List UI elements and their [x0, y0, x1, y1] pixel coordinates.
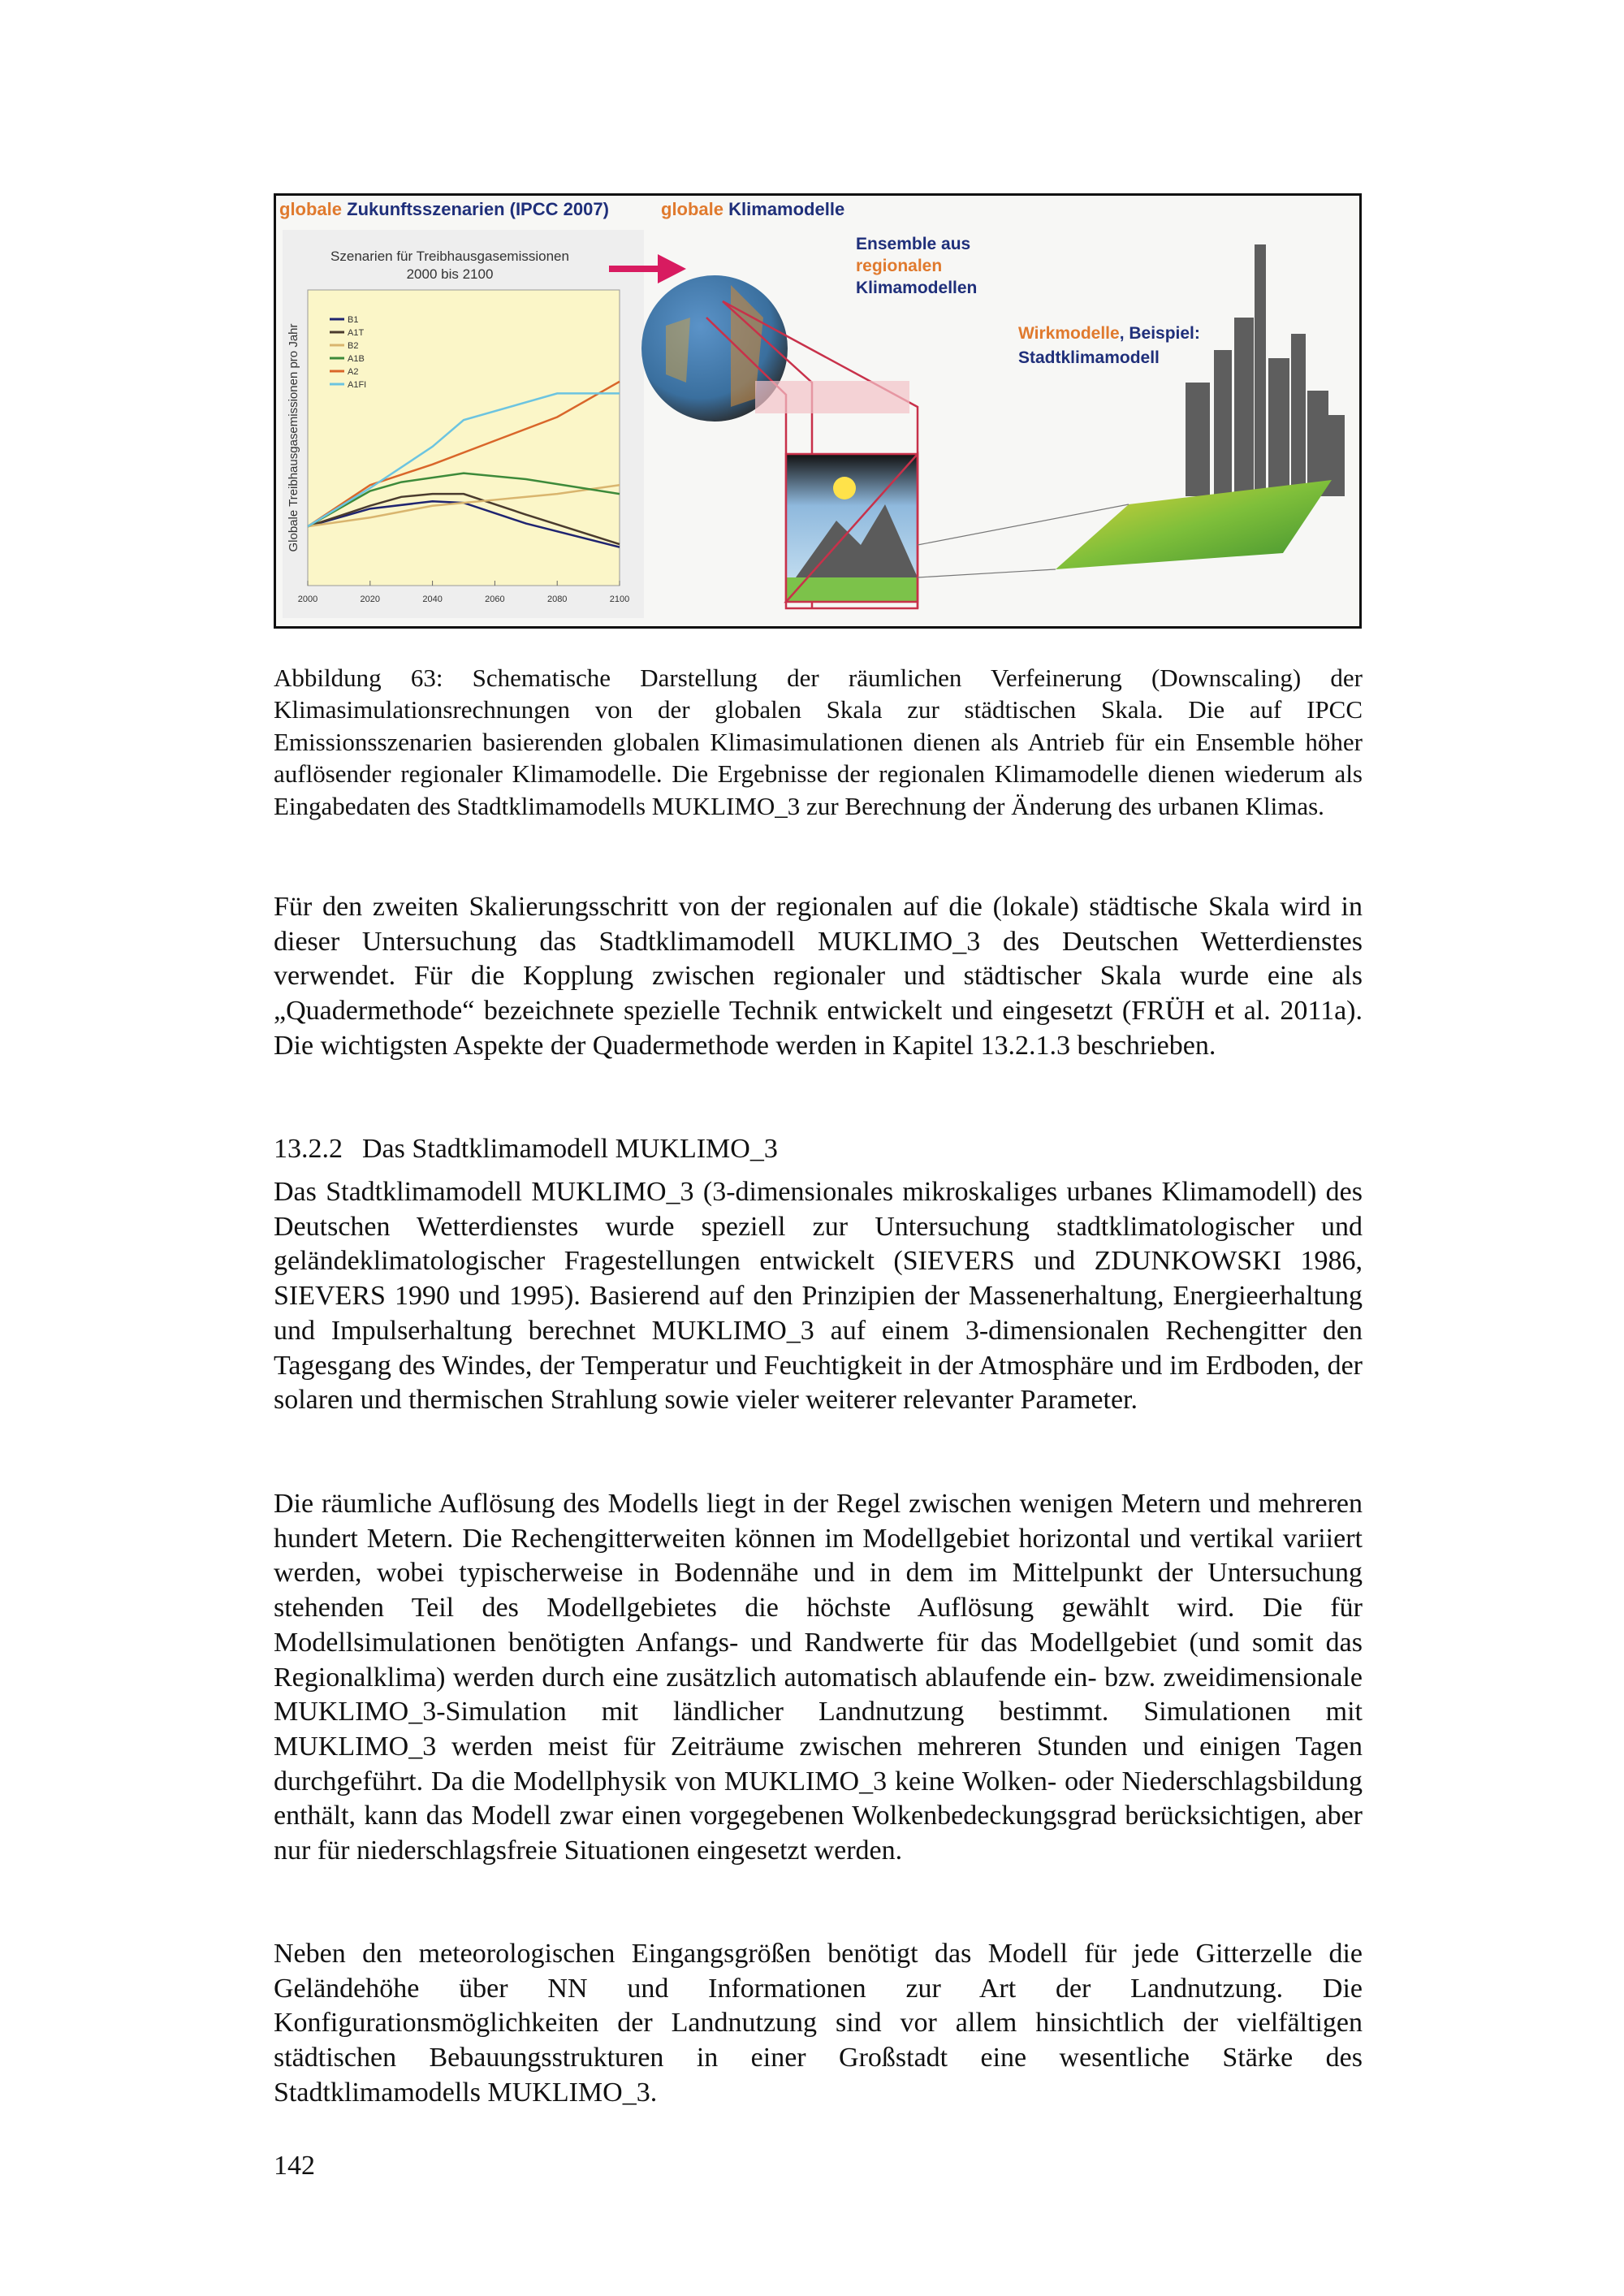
section-heading — [274, 1132, 797, 1166]
figure-downscaling — [274, 193, 1362, 629]
x-tick-label: 2100 — [609, 595, 630, 604]
y-axis-label: Globale Treibhausgasemissionen pro Jahr — [287, 323, 300, 552]
x-tick-label: 2020 — [360, 595, 381, 604]
ensemble-label-2: regionalen — [856, 257, 943, 275]
chart-title: Szenarien für Treibhausgasemissionen — [330, 249, 569, 264]
urban-model-label: Stadtklimamodell — [1018, 348, 1160, 367]
legend-label: A1FI — [348, 380, 367, 390]
x-tick-label: 2060 — [485, 595, 505, 604]
emissions-chart — [287, 290, 629, 604]
impact-models-label: Wirkmodelle, Beispiel: — [1018, 324, 1200, 343]
legend-label: B1 — [348, 315, 359, 325]
legend-label: B2 — [348, 341, 359, 351]
legend-label: A2 — [348, 367, 359, 377]
x-tick-label: 2040 — [422, 595, 443, 604]
figure-caption: Abbildung 63: Schematische Darstellung der räumlichen Verfeinerung (Downscaling) der Klimasimulationsrechnungen von der globalen Skala zur städtischen Skala. Die auf IPCC Emissionsszenarien basierenden globalen Klimasimulationen dienen als Antrieb für ein Ensemble höher auflösender regionaler Klimamodelle. Die Ergebnisse der regionalen Klimamodelle dienen wiederum als Eingabedaten des Stadtklimamodells MUKLIMO_3 zur Berechnung der Änderung des urbanen Klimas. — [274, 664, 1363, 820]
page-number: 142 — [274, 2151, 315, 2181]
city-skyline-icon — [1186, 244, 1345, 496]
paragraph-3: Die räumliche Auflösung des Modells liegt in der Regel zwischen wenigen Metern und mehreren hundert Metern. Die Rechengitterweiten können im Modellgebiet horizontal und vertikal variiert werden, wobei typischerweise in Bodennähe und in dem im Mittelpunkt der Untersuchung stehenden Teil des Modellgebietes die höchste Auflösung gewählt wird. Die für Modellsimulationen benötigten Anfangs- und Randwerte für das Modellgebiet (und somit das Regionalklima) werden durch eine zusätzlich automatisch ablaufende ein- bzw. zweidimensionale MUKLIMO_3-Simulation mit ländlicher Landnutzung bestimmt. Simulationen mit MUKLIMO_3 werden meist für Zeiträume zwischen mehreren Stunden und einigen Tagen durchgeführt. Da die Modellphysik von MUKLIMO_3 keine Wolken- oder Niederschlagsbildung enthält, kann das Modell zwar einen vorgegebenen Wolkenbedeckungsgrad berücksichtigen, aber nur für niederschlagsfreie Situationen eingesetzt werden. — [274, 1489, 1363, 1866]
section-number: 13.2.2 — [274, 1134, 343, 1164]
legend-label: A1T — [348, 328, 365, 338]
x-tick-label: 2080 — [546, 595, 568, 604]
section-title: Das Stadtklimamodell MUKLIMO_3 — [362, 1134, 778, 1164]
ensemble-label-3: Klimamodellen — [856, 279, 978, 297]
legend-label: A1B — [348, 354, 365, 364]
left-panel-title: globale Zukunftsszenarien (IPCC 2007) — [279, 199, 609, 219]
ensemble-label-1: Ensemble aus — [856, 235, 971, 253]
paragraph-2: Das Stadtklimamodell MUKLIMO_3 (3-dimensionales mikroskaliges urbanes Klimamodell) des Deutschen Wetterdienstes wurde speziell zur Untersuchung stadtklimatologischer und geländeklimatologischer Fragestellungen entwickelt (SIEVERS und ZDUNKOWSKI 1986, SIEVERS 1990 und 1995). Basierend auf den Prinzipien der Massenerhaltung, Energieerhaltung und Impulserhaltung berechnet MUKLIMO_3 auf einem 3-dimensionalen Rechengitter den Tagesgang des Windes, der Temperatur und Feuchtigkeit in der Atmosphäre und im Erdboden, der solaren und thermischen Strahlung sowie vieler weiterer relevanter Parameter. — [274, 1177, 1363, 1416]
chart-subtitle: 2000 bis 2100 — [406, 266, 494, 282]
x-tick-label: 2000 — [297, 595, 318, 604]
right-panel-title: globale Klimamodelle — [661, 199, 845, 219]
paragraph-4: Neben den meteorologischen Eingangsgrößen benötigt das Modell für jede Gitterzelle die Geländehöhe über NN und Informationen zur Art der Landnutzung. Die Konfigurationsmöglichkeiten der Landnutzung sind vor allem hinsichtlich der vielfältigen städtischen Bebauungsstrukturen in einer Großstadt eine wesentliche Stärke des Stadtklimamodells MUKLIMO_3. — [274, 1939, 1363, 2108]
paragraph-1: Für den zweiten Skalierungsschritt von der regionalen auf die (lokale) städtische Skala wird in dieser Untersuchung das Stadtklimamodell MUKLIMO_3 des Deutschen Wetterdienstes verwendet. Für die Kopplung zwischen regionaler und städtischer Skala wurde eine als „Quadermethode“ bezeichnete spezielle Technik entwickelt und eingesetzt (FRÜH et al. 2011a). Die wichtigsten Aspekte der Quadermethode werden in Kapitel 13.2.1.3 beschrieben. — [274, 892, 1363, 1061]
